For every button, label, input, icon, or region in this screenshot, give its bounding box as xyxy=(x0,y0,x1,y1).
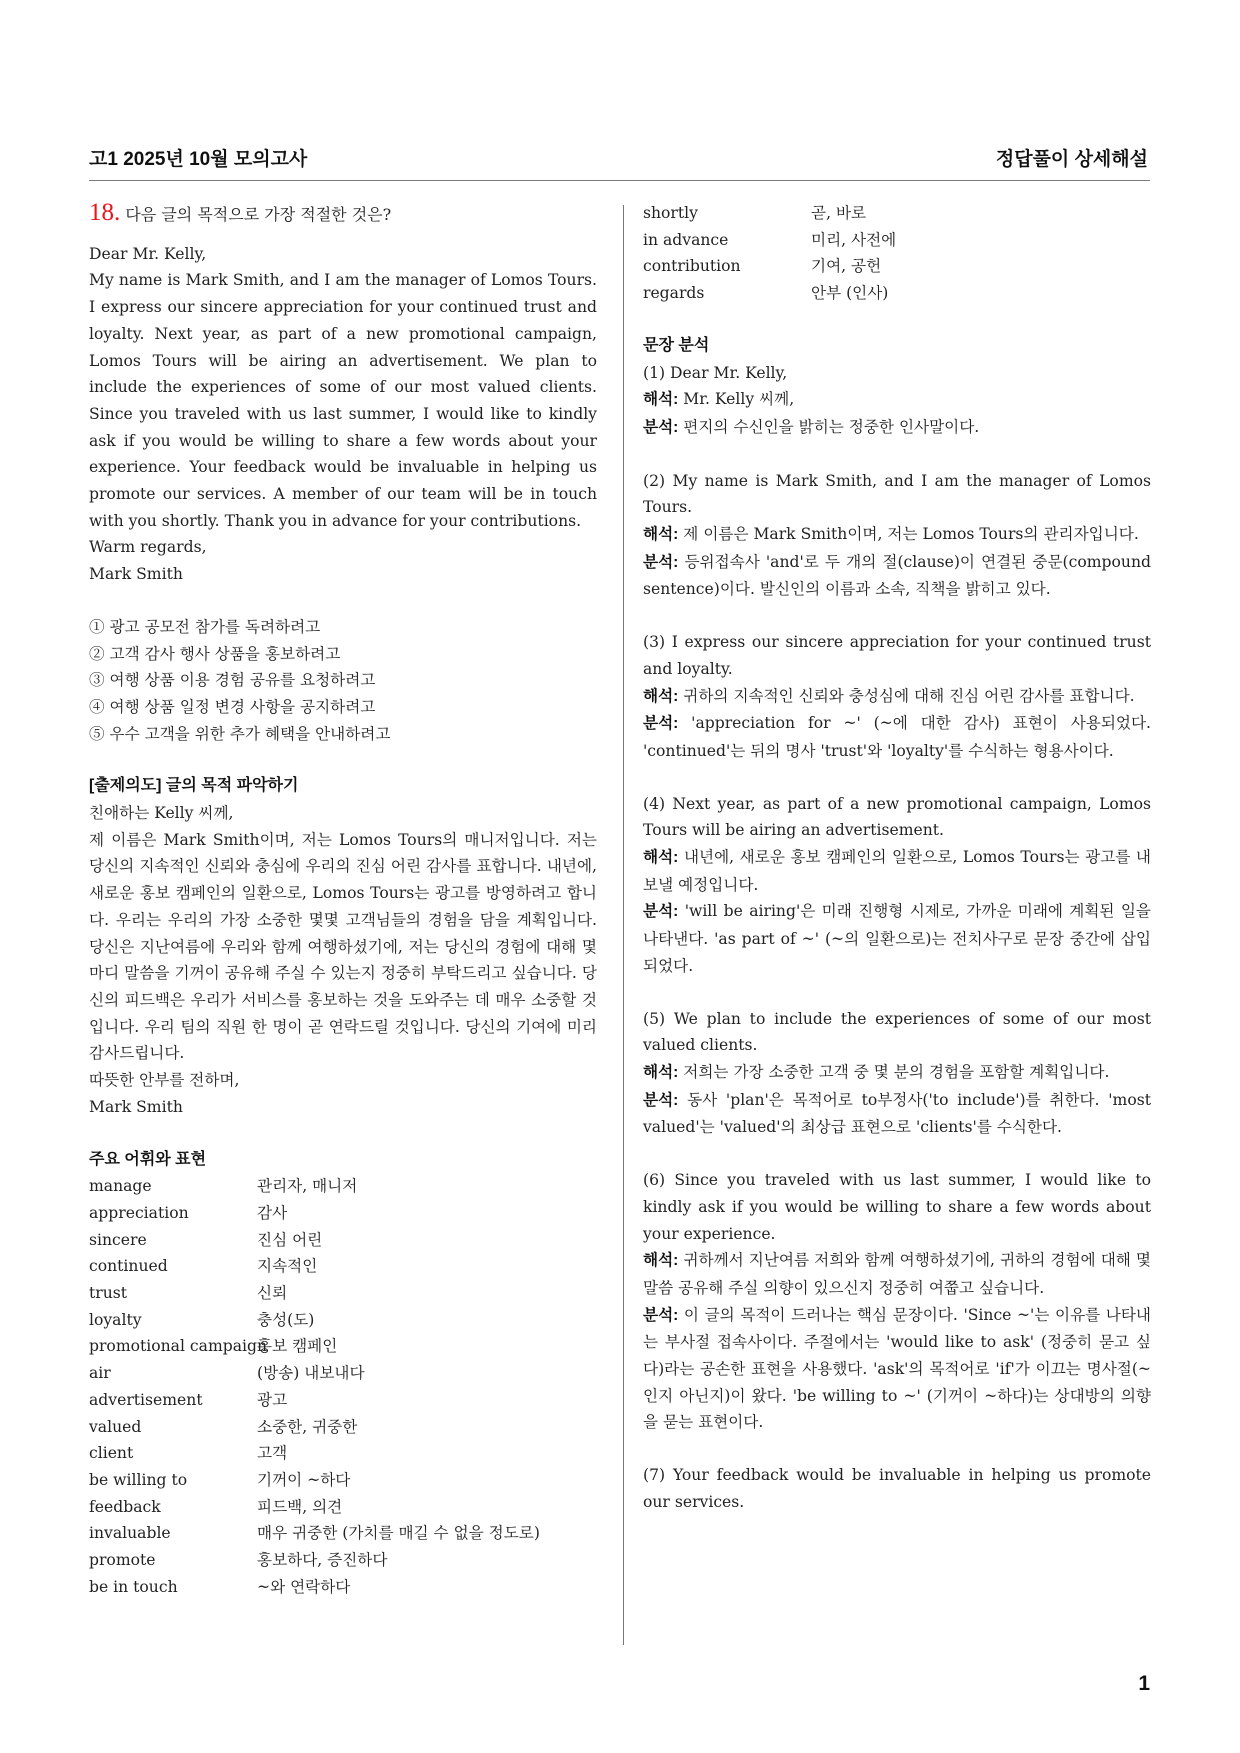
choice-3[interactable]: ③ 여행 상품 이용 경험 공유를 요청하려고 xyxy=(89,671,376,690)
vocab-item xyxy=(643,280,1151,307)
vocab-meaning: 진심 어린 xyxy=(257,1230,323,1249)
intent-title: [출제의도] 글의 목적 파악하기 xyxy=(89,777,299,795)
vocab-item xyxy=(89,1253,597,1280)
vocab-term: shortly xyxy=(643,204,698,222)
column-divider xyxy=(623,205,624,1645)
vocab-meaning: 기여, 공헌 xyxy=(811,257,882,276)
vocab-item xyxy=(643,200,1151,227)
vocab-meaning: 홍보하다, 증진하다 xyxy=(257,1551,388,1570)
analysis-item-7 xyxy=(643,1462,1151,1515)
analysis-translation: 해석: 저희는 가장 소중한 고객 중 몇 분의 경험을 포함할 계획입니다. xyxy=(643,1062,1110,1081)
passage-greeting: Dear Mr. Kelly, xyxy=(89,244,207,263)
translation-label: 해석: xyxy=(643,1063,679,1081)
vocab-item xyxy=(89,1520,597,1547)
vocab-meaning: 안부 (인사) xyxy=(811,284,889,303)
intent-signature: Mark Smith xyxy=(89,1097,183,1116)
sentence-analysis-section xyxy=(643,333,1151,1516)
analysis-sentence: (6) Since you traveled with us last summer, I would like to kindly ask if you would be willing to share a few words about your experience. xyxy=(643,1171,1151,1243)
vocab-item xyxy=(89,1227,597,1254)
vocab-section-continued xyxy=(643,200,1151,307)
analysis-sentence: (2) My name is Mark Smith, and I am the manager of Lomos Tours. xyxy=(643,471,1151,517)
vocab-meaning: 피드백, 의견 xyxy=(257,1497,343,1516)
analysis-explanation: 분석: 'will be airing'은 미래 진행형 시제로, 가까운 미래에 계획된 일을 나타낸다. 'as part of ~' (~의 일환으로)는 전치사구로 문장 중간에 삽입되었다. xyxy=(643,902,1151,975)
analysis-translation: 해석: 내년에, 새로운 홍보 캠페인의 일환으로, Lomos Tours는 광고를 내보낼 예정입니다. xyxy=(643,848,1151,894)
analysis-explanation: 분석: 이 글의 목적이 드러나는 핵심 문장이다. 'Since ~'는 이유를 나타내는 부사절 접속사이다. 주절에서는 'would like to ask' (정중히 묻고 싶다)라는 공손한 표현을 사용했다. 'ask'의 목적어로 'if'가 이끄는 명사절(~인지 아닌지)이 왔다. 'be willing to ~' (기꺼이 ~하다)는 상대방의 의향을 묻는 표현이다. xyxy=(643,1305,1151,1432)
vocab-item xyxy=(89,1574,597,1601)
analysis-sentence: (4) Next year, as part of a new promotional campaign, Lomos Tours will be airing an advertisement. xyxy=(643,794,1151,840)
vocab-item xyxy=(89,1200,597,1227)
analysis-label: 분석: xyxy=(643,1306,679,1324)
vocab-term: be willing to xyxy=(89,1470,188,1489)
analysis-item-3 xyxy=(643,629,1151,765)
vocab-meaning: 소중한, 귀중한 xyxy=(257,1417,358,1436)
analysis-label: 분석: xyxy=(643,418,679,436)
vocab-item xyxy=(89,1440,597,1467)
vocab-term: advertisement xyxy=(89,1390,203,1409)
vocab-meaning: 미리, 사전에 xyxy=(811,230,897,249)
vocab-item xyxy=(89,1280,597,1307)
translation-label: 해석: xyxy=(643,391,679,409)
vocab-term: in advance xyxy=(643,230,729,249)
vocab-meaning: (방송) 내보내다 xyxy=(257,1364,365,1383)
vocab-term: manage xyxy=(89,1177,152,1196)
analysis-label: 분석: xyxy=(643,715,679,733)
vocab-term: promotional campaign xyxy=(89,1337,268,1356)
translation-label: 해석: xyxy=(643,526,679,544)
vocab-meaning: 광고 xyxy=(257,1390,288,1409)
question-prompt: 다음 글의 목적으로 가장 적절한 것은? xyxy=(125,205,392,224)
analysis-label: 분석: xyxy=(643,1091,679,1109)
analysis-explanation: 분석: 동사 'plan'은 목적어로 to부정사('to include')를 취한다. 'most valued'는 'valued'의 최상급 표현으로 'clients'를 수식한다. xyxy=(643,1090,1151,1137)
question-number: 18. xyxy=(89,199,121,226)
analysis-explanation: 분석: 등위접속사 'and'로 두 개의 절(clause)이 연결된 중문(compound sentence)이다. 발신인의 이름과 소속, 직책을 밝히고 있다. xyxy=(643,552,1151,599)
analysis-item-5 xyxy=(643,1006,1151,1142)
vocab-item xyxy=(643,253,1151,280)
vocab-term: feedback xyxy=(89,1497,161,1516)
passage-body: My name is Mark Smith, and I am the manager of Lomos Tours. I express our sincere appreciation for your continued trust and loyalty. Next year, as part of a new promotional campaign, Lomos Tours will be airing an advertisement. We plan to include the experiences of some of our most valued clients. Since you traveled with us last summer, I would like to kindly ask if you would be willing to share a few words about your experience. Your feedback would be invaluable in helping us promote our services. A member of our team will be in touch with you shortly. Thank you in advance for your contributions. xyxy=(89,271,597,530)
vocab-item xyxy=(89,1360,597,1387)
choice-2[interactable]: ② 고객 감사 행사 상품을 홍보하려고 xyxy=(89,644,341,663)
vocab-meaning: 고객 xyxy=(257,1444,288,1463)
vocab-item xyxy=(89,1547,597,1574)
analysis-item-2 xyxy=(643,468,1151,604)
answer-choices xyxy=(89,614,597,748)
vocab-meaning: 기꺼이 ~하다 xyxy=(257,1470,351,1489)
analysis-sentence: (5) We plan to include the experiences of some of our most valued clients. xyxy=(643,1009,1151,1055)
analysis-translation: 해석: 제 이름은 Mark Smith이며, 저는 Lomos Tours의 관리자입니다. xyxy=(643,525,1139,544)
intent-closing: 따뜻한 안부를 전하며, xyxy=(89,1071,240,1090)
left-column xyxy=(89,200,597,1600)
passage-closing: Warm regards, xyxy=(89,538,207,557)
vocab-term: be in touch xyxy=(89,1577,178,1596)
question-heading xyxy=(89,200,597,229)
right-column xyxy=(643,200,1151,1542)
vocab-item xyxy=(89,1387,597,1414)
choice-4[interactable]: ④ 여행 상품 일정 변경 사항을 공지하려고 xyxy=(89,697,376,716)
vocab-term: trust xyxy=(89,1284,128,1303)
analysis-sentence: (3) I express our sincere appreciation for your continued trust and loyalty. xyxy=(643,633,1151,678)
exam-title: 고1 2025년 10월 모의고사 xyxy=(89,149,308,170)
vocab-term: loyalty xyxy=(89,1310,142,1329)
page-header xyxy=(89,140,1150,181)
vocab-term: valued xyxy=(89,1417,142,1436)
analysis-translation: 해석: Mr. Kelly 씨께, xyxy=(643,390,795,409)
vocab-item xyxy=(89,1173,597,1200)
intent-translation: 제 이름은 Mark Smith이며, 저는 Lomos Tours의 매니저입니다. 저는 당신의 지속적인 신뢰와 충심에 우리의 진심 어린 감사를 표합니다. 내년에, 새로운 홍보 캠페인의 일환으로, Lomos Tours는 광고를 방영하려고 합니다. 우리는 우리의 가장 소중한 몇몇 고객님들의 경험을 담을 계획입니다. 당신은 지난여름에 우리와 함께 여행하셨기에, 저는 당신의 경험에 대해 몇 마디 말씀을 기꺼이 공유해 주실 수 있는지 정중히 부탁드리고 싶습니다. 당신의 피드백은 우리가 서비스를 홍보하는 것을 도와주는 데 매우 소중할 것입니다. 우리 팀의 직원 한 명이 곧 연락드릴 것입니다. 당신의 기여에 미리 감사드립니다. xyxy=(89,830,597,1063)
vocab-term: contribution xyxy=(643,257,741,276)
analysis-label: 분석: xyxy=(643,553,679,571)
vocab-term: regards xyxy=(643,284,705,303)
analysis-item-6 xyxy=(643,1167,1151,1436)
passage-signature: Mark Smith xyxy=(89,565,183,584)
vocab-meaning: 곧, 바로 xyxy=(811,204,867,222)
vocab-term: sincere xyxy=(89,1230,147,1249)
translation-label: 해석: xyxy=(643,1252,679,1270)
vocab-item xyxy=(643,227,1151,254)
vocab-term: promote xyxy=(89,1551,156,1570)
vocab-item xyxy=(89,1333,597,1360)
analysis-explanation: 분석: 'appreciation for ~' (~에 대한 감사) 표현이 사용되었다. 'continued'는 뒤의 명사 'trust'와 'loyalty'를 수식하는 형용사이다. xyxy=(643,714,1151,760)
vocab-meaning: 관리자, 매니저 xyxy=(257,1177,358,1196)
analysis-item-1 xyxy=(643,360,1151,442)
vocab-meaning: 지속적인 xyxy=(257,1257,318,1276)
vocab-item xyxy=(89,1467,597,1494)
vocab-meaning: 신뢰 xyxy=(257,1284,288,1303)
analysis-item-4 xyxy=(643,791,1151,980)
page-number: 1 xyxy=(1138,1672,1150,1695)
translation-label: 해석: xyxy=(643,687,679,705)
analysis-sentence: (1) Dear Mr. Kelly, xyxy=(643,363,788,382)
vocab-term: client xyxy=(89,1444,134,1463)
vocab-term: appreciation xyxy=(89,1203,189,1222)
analysis-explanation: 분석: 편지의 수신인을 밝히는 정중한 인사말이다. xyxy=(643,417,980,436)
choice-1[interactable]: ① 광고 공모전 참가를 독려하려고 xyxy=(89,617,321,636)
vocab-meaning: 감사 xyxy=(257,1203,288,1222)
vocab-item xyxy=(89,1414,597,1441)
vocab-title: 주요 어휘와 표현 xyxy=(89,1150,207,1168)
vocab-section xyxy=(89,1147,597,1601)
vocab-meaning: ~와 연락하다 xyxy=(257,1577,351,1596)
vocab-item xyxy=(89,1307,597,1334)
document-subtitle: 정답풀이 상세해설 xyxy=(995,149,1148,170)
translation-label: 해석: xyxy=(643,849,679,867)
analysis-title: 문장 분석 xyxy=(643,336,710,354)
intent-section xyxy=(89,773,597,1120)
choice-5[interactable]: ⑤ 우수 고객을 위한 추가 혜택을 안내하려고 xyxy=(89,724,391,743)
analysis-sentence: (7) Your feedback would be invaluable in helping us promote our services. xyxy=(643,1466,1151,1511)
vocab-term: continued xyxy=(89,1257,168,1276)
vocab-item xyxy=(89,1494,597,1521)
vocab-term: air xyxy=(89,1364,111,1383)
analysis-translation: 해석: 귀하의 지속적인 신뢰와 충성심에 대해 진심 어린 감사를 표합니다. xyxy=(643,686,1135,705)
vocab-meaning: 충성(도) xyxy=(257,1310,315,1329)
analysis-translation: 해석: 귀하께서 지난여름 저희와 함께 여행하셨기에, 귀하의 경험에 대해 몇 말씀 공유해 주실 의향이 있으신지 정중히 여쭙고 싶습니다. xyxy=(643,1251,1151,1297)
vocab-meaning: 홍보 캠페인 xyxy=(257,1337,338,1356)
analysis-label: 분석: xyxy=(643,903,679,921)
passage xyxy=(89,241,597,588)
vocab-meaning: 매우 귀중한 (가치를 매길 수 없을 정도로) xyxy=(257,1524,540,1543)
intent-greeting: 친애하는 Kelly 씨께, xyxy=(89,804,234,823)
vocab-term: invaluable xyxy=(89,1524,171,1543)
